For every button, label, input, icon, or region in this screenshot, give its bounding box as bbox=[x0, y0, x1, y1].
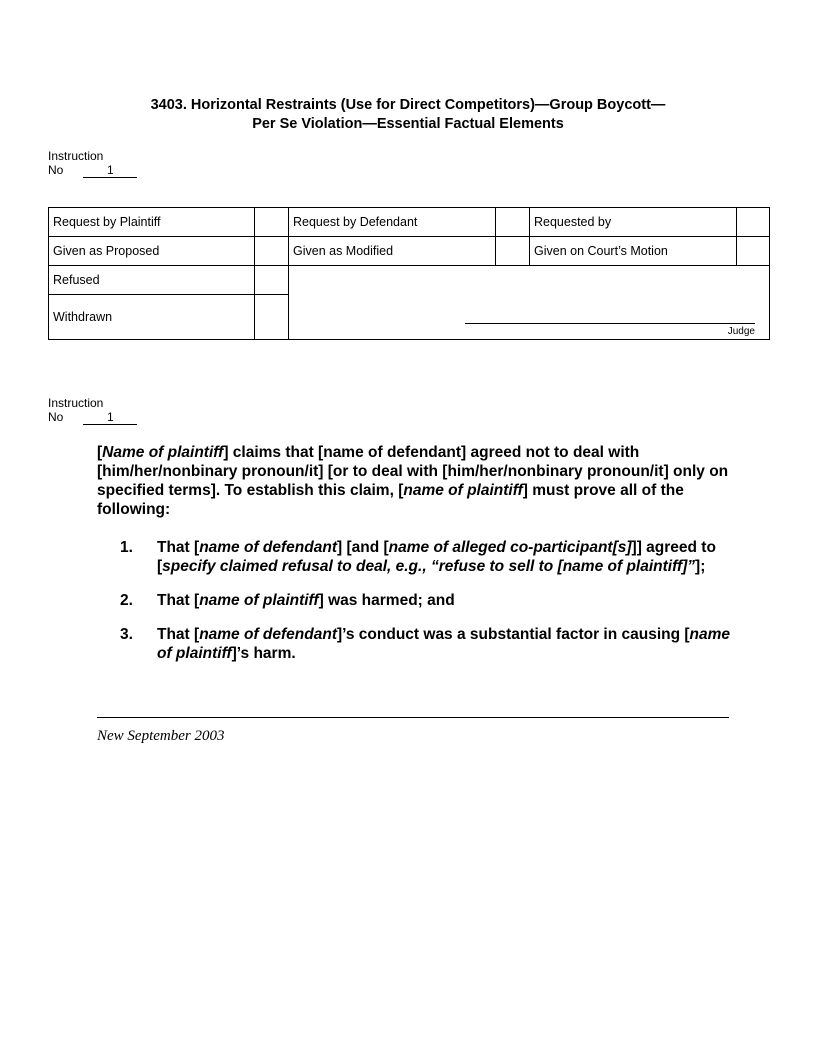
element-item bbox=[97, 625, 737, 663]
request-table bbox=[48, 207, 770, 340]
request-by-plaintiff-checkbox[interactable] bbox=[255, 208, 289, 237]
no-label: No bbox=[48, 410, 64, 424]
instruction-text: ]’s harm. bbox=[231, 645, 296, 662]
instruction-number-block-bottom bbox=[48, 396, 137, 425]
instruction-text: [ bbox=[97, 444, 103, 461]
placeholder-text: name of plaintiff bbox=[199, 592, 319, 609]
given-as-modified-checkbox[interactable] bbox=[496, 237, 530, 266]
instruction-text: ] was harmed; and bbox=[318, 592, 455, 609]
footer-divider bbox=[97, 717, 729, 718]
instruction-number: 1 bbox=[83, 164, 137, 178]
instruction-number: 1 bbox=[83, 411, 137, 425]
instruction-label: Instruction bbox=[48, 396, 104, 410]
withdrawn-checkbox[interactable] bbox=[255, 295, 289, 340]
judge-signature-line[interactable] bbox=[465, 323, 755, 324]
element-item bbox=[97, 591, 737, 610]
instruction-text: That [ bbox=[157, 539, 200, 556]
instruction-number-block-top bbox=[48, 149, 137, 178]
withdrawn-label: Withdrawn bbox=[49, 295, 255, 340]
intro-paragraph bbox=[97, 443, 737, 519]
requested-by-label: Requested by bbox=[530, 208, 737, 237]
placeholder-text: Name of plaintiff bbox=[102, 444, 224, 461]
instruction-body bbox=[97, 443, 737, 663]
judge-signature-area bbox=[289, 266, 770, 340]
request-by-defendant-label: Request by Defendant bbox=[289, 208, 496, 237]
instruction-text: ]’s conduct was a substantial factor in causing [ bbox=[336, 626, 690, 643]
placeholder-text: name of plaintiff bbox=[157, 626, 731, 662]
given-on-courts-motion-checkbox[interactable] bbox=[737, 237, 770, 266]
instruction-label: Instruction bbox=[48, 149, 104, 163]
given-as-proposed-checkbox[interactable] bbox=[255, 237, 289, 266]
given-on-courts-motion-label: Given on Court’s Motion bbox=[530, 237, 737, 266]
instruction-text: ] must prove all of the following: bbox=[97, 482, 684, 518]
placeholder-text: name of plaintiff bbox=[403, 482, 523, 499]
instruction-text: That [ bbox=[157, 626, 200, 643]
request-by-plaintiff-label: Request by Plaintiff bbox=[49, 208, 255, 237]
instruction-text: That [ bbox=[157, 592, 200, 609]
instruction-text: ]; bbox=[695, 558, 706, 575]
no-label: No bbox=[48, 163, 64, 177]
placeholder-text: name of defendant bbox=[199, 626, 337, 643]
placeholder-text: name of alleged co-participant[s] bbox=[388, 539, 632, 556]
refused-checkbox[interactable] bbox=[255, 266, 289, 295]
instruction-text: ] claims that [name of defendant] agreed not to deal with [him/her/nonbinary pronoun/it] [or to deal with [him/her/nonbinary pronoun/it] only on specified terms]. To establish this claim, [ bbox=[97, 444, 729, 499]
instruction-text: ]] agreed to [ bbox=[157, 539, 716, 575]
given-as-modified-label: Given as Modified bbox=[289, 237, 496, 266]
title-line-1: 3403. Horizontal Restraints (Use for Direct Competitors)—Group Boycott— bbox=[150, 97, 666, 113]
document-title bbox=[0, 96, 816, 134]
elements-list bbox=[97, 538, 737, 663]
placeholder-text: name of defendant bbox=[199, 539, 337, 556]
requested-by-checkbox[interactable] bbox=[737, 208, 770, 237]
revision-note: New September 2003 bbox=[97, 728, 225, 744]
element-number: 3. bbox=[120, 626, 133, 643]
element-number: 2. bbox=[120, 592, 133, 609]
title-line-2: Per Se Violation—Essential Factual Elements bbox=[252, 116, 564, 132]
placeholder-text: specify claimed refusal to deal, e.g., “refuse to sell to [name of plaintiff]” bbox=[162, 558, 696, 575]
element-item bbox=[97, 538, 737, 576]
instruction-text: ] [and [ bbox=[336, 539, 389, 556]
element-number: 1. bbox=[120, 539, 133, 556]
refused-label: Refused bbox=[49, 266, 255, 295]
judge-label: Judge bbox=[727, 325, 755, 337]
given-as-proposed-label: Given as Proposed bbox=[49, 237, 255, 266]
request-by-defendant-checkbox[interactable] bbox=[496, 208, 530, 237]
